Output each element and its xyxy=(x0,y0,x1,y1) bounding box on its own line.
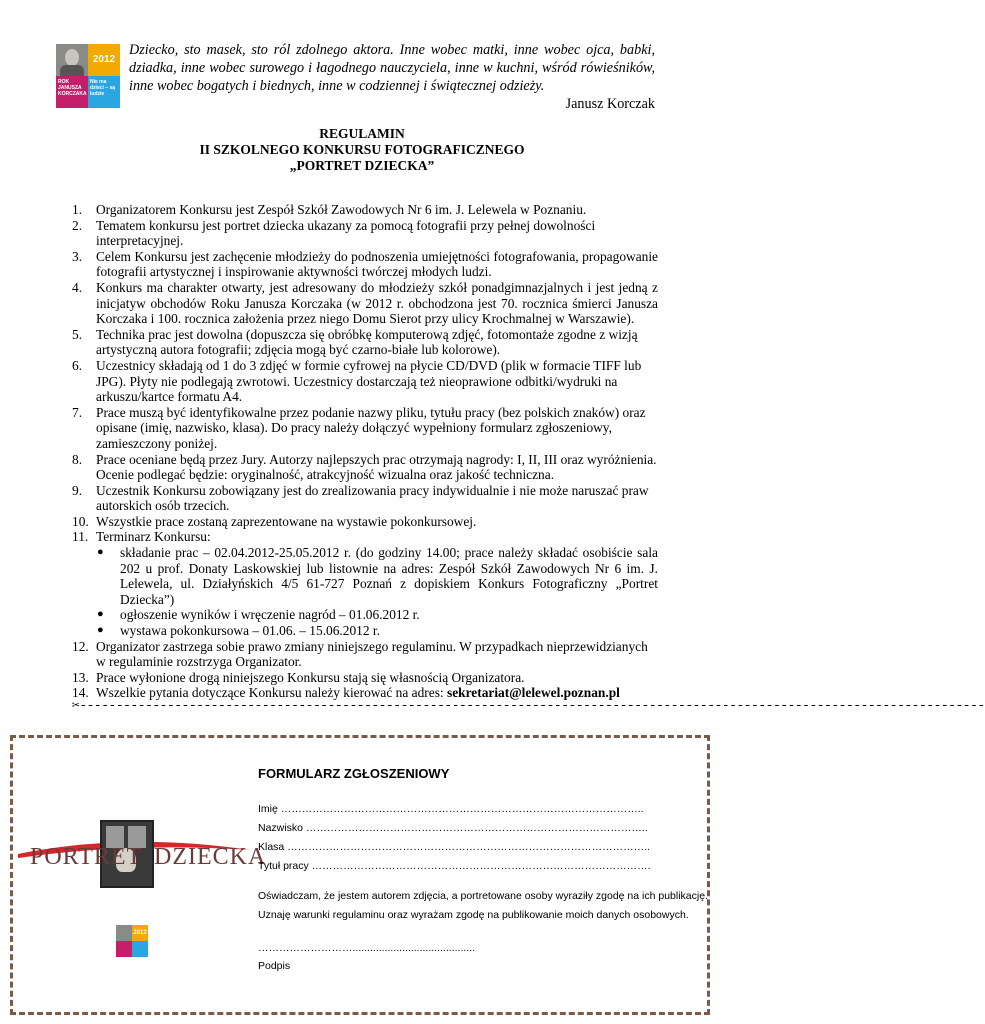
contact-email[interactable]: sekretariat@lelewel.poznan.pl xyxy=(446,685,620,701)
logo-word-dziecka: DZIECKA xyxy=(154,844,267,870)
logo-pink-text: ROK JANUSZA KORCZAKA xyxy=(56,76,88,108)
class-field[interactable]: Klasa ………………………………………………………………………………………….. xyxy=(258,841,651,853)
doc-title: REGULAMIN xyxy=(319,126,405,141)
rules-list xyxy=(72,202,658,701)
korczak-quote: Dziecko, sto masek, sto ról zdolnego aktora. Inne wobec matki, inne wobec ojca, babki, dziadka, inne wobec surowego i łagodnego nauczyciela, inne w kuchni, wśród rówieśników, inne wobec bogatych i biednych, inne w codziennej i świątecznej odzieży. xyxy=(129,42,655,94)
rule-item: 14. Wszelkie pytania dotyczące Konkursu należy kierować na adres: sekretariat@lelewel.poznan.pl xyxy=(72,685,620,701)
rule-item: 3. Celem Konkursu jest zachęcenie młodzieży do podnoszenia umiejętności fotografowania, propagowanie fotografii artystycznej i inspirowanie aktywności twórczej młodych ludzi. xyxy=(72,248,658,280)
doc-subtitle: II SZKOLNEGO KONKURSU FOTOGRAFICZNEGO xyxy=(199,142,525,157)
rule-item: 6. Uczestnicy składają od 1 do 3 zdjęć w formie cyfrowej na płycie CD/DVD (plik w formacie TIFF lub JPG). Płyty nie podlegają zwrotowi. Uczestnicy dostarczają też nieoprawione odbitki/wydruki na arkuszu/kartce formatu A4. xyxy=(72,357,642,405)
korczak-year-logo xyxy=(56,44,120,108)
last-name-field[interactable]: Nazwisko …………………………………………………………………………………….. xyxy=(258,822,648,834)
rule-item: 12. Organizator zastrzega sobie prawo zmiany niniejszego regulaminu. W przypadkach nieprzewidzianych w regulaminie rozstrzyga Organizator. xyxy=(72,638,648,670)
rule-item: 13. Prace wyłonione drogą niniejszego Konkursu stają się własnością Organizatora. xyxy=(72,669,525,685)
authorship-statement: Oświadczam, że jestem autorem zdjęcia, a portretowane osoby wyraziły zgodę na ich publikację. xyxy=(258,890,708,902)
logo-word-portret: PORTRET xyxy=(30,844,143,870)
logo-year: 2012 xyxy=(88,44,120,76)
korczak-portrait-image xyxy=(56,44,88,76)
cut-line: ✂---------------------------------------------------------------------------------------------------------------------------- xyxy=(72,698,985,713)
first-name-field[interactable]: Imię ………………………………………………………………………………………….. xyxy=(258,803,644,815)
form-title: FORMULARZ ZGŁOSZENIOWY xyxy=(258,766,450,781)
schedule-item: ● ogłoszenie wyników i wręczenie nagród – 01.06.2012 r. xyxy=(97,607,420,623)
quote-author: Janusz Korczak xyxy=(565,96,655,112)
signature-line[interactable]: ……………………….......................................... xyxy=(258,942,476,954)
rule-item: 11. Terminarz Konkursu: ● składanie prac – 02.04.2012-25.05.2012 r. (do godziny 14.00; prace należy składać osobiście sala 202 u prof. Donaty Laskowskiej lub listownie na adres: Zespół Szkół Zawodowych Nr 6 im. J. Lelewela, ul. Działyńskich 4/5 61-727 Poznań z dopiskiem Konkurs Fotograficzny „Portret Dziecka”) ● ogłoszenie wyników i wręczenie nagród – 01.06.2012 r. ● wystawa pokonkursowa – 01.06. – 15.06.2012 r. xyxy=(72,529,658,639)
rule-item: 8. Prace oceniane będą przez Jury. Autorzy najlepszych prac otrzymają nagrody: I, II, III oraz wyróżnienia. Ocenie podlegać będzie: oryginalność, atrakcyjność wizualna oraz jakość techniczna. xyxy=(72,451,657,483)
rule-item: 9. Uczestnik Konkursu zobowiązany jest do zrealizowania pracy indywidualnie i nie może naruszać praw autorskich osób trzecich. xyxy=(72,482,649,514)
work-title-field[interactable]: Tytuł pracy ……………………………………………………………………………………. xyxy=(258,860,651,872)
rule-item: 1. Organizatorem Konkursu jest Zespół Szkół Zawodowych Nr 6 im. J. Lelewela w Poznaniu. xyxy=(72,202,587,217)
schedule-item: ● wystawa pokonkursowa – 01.06. – 15.06.2012 r. xyxy=(97,623,380,639)
logo-blue-text: Nie ma dzieci – są ludzie xyxy=(88,76,120,108)
rule-item: 10. Wszystkie prace zostaną zaprezentowane na wystawie pokonkursowej. xyxy=(72,513,477,529)
schedule-list xyxy=(96,545,658,639)
signature-label: Podpis xyxy=(258,960,291,972)
rule-item: 4. Konkurs ma charakter otwarty, jest adresowany do młodzieży szkół ponadgimnazjalnych i jest jedną z inicjatyw obchodów Roku Janusza Korczaka (w 2012 r. obchodzona jest 70. rocznica śmierci Janusza Korczaka i 100. rocznica założenia przez niego Domu Sierot przy ulicy Krochmalnej w Warszawie). xyxy=(72,279,658,327)
korczak-year-logo-small: 2012 xyxy=(116,925,148,957)
rule-item: 5. Technika prac jest dowolna (dopuszcza się obróbkę komputerową zdjęć, fotomontaże zgodne z wizją artystyczną autora fotografii; zdjęcia mogą być czarno-białe lub kolorowe). xyxy=(72,326,638,358)
schedule-item: ● składanie prac – 02.04.2012-25.05.2012 r. (do godziny 14.00; prace należy składać osobiście sala 202 u prof. Donaty Laskowskiej lub listownie na adres: Zespół Szkół Zawodowych Nr 6 im. J. Lelewela, ul. Działyńskich 4/5 61-727 Poznań z dopiskiem Konkurs Fotograficzny „Portret Dziecka”) xyxy=(97,545,658,607)
consent-statement: Uznaję warunki regulaminu oraz wyrażam zgodę na publikowanie moich danych osobowych. xyxy=(258,909,689,921)
portret-dziecka-logo xyxy=(18,820,267,890)
contest-name: „PORTRET DZIECKA” xyxy=(289,158,435,173)
rule-item: 2. Tematem konkursu jest portret dziecka ukazany za pomocą fotografii przy pełnej dowolności interpretacyjnej. xyxy=(72,217,596,249)
rule-item: 7. Prace muszą być identyfikowalne przez podanie nazwy pliku, tytułu pracy (bez polskich znaków) oraz opisane (imię, nazwisko, klasa). Do pracy należy dołączyć wypełniony formularz zgłoszeniowy, zamieszczony poniżej. xyxy=(72,404,646,451)
